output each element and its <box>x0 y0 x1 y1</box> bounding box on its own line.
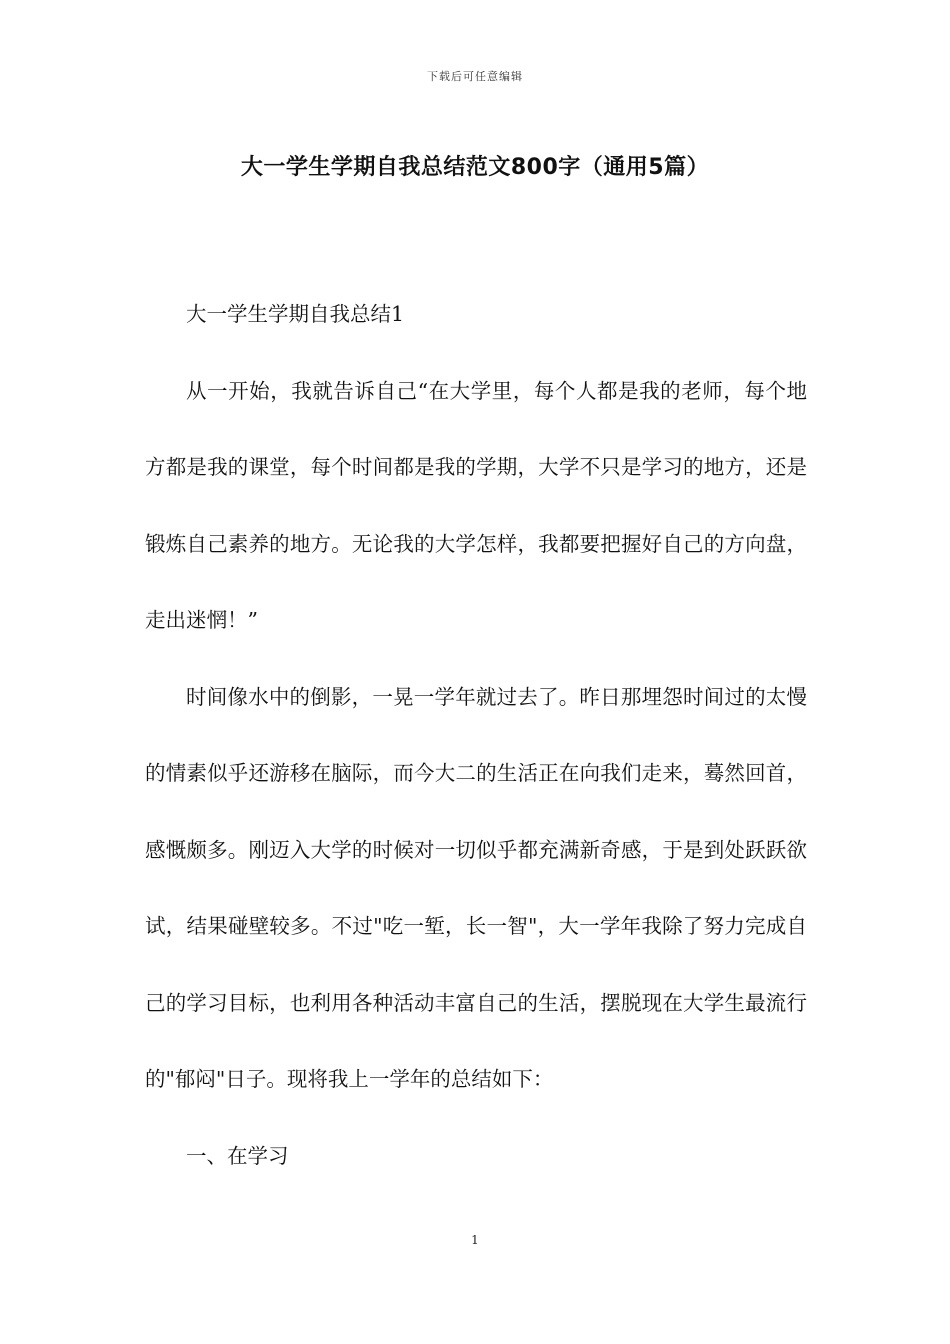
page-number: 1 <box>471 1233 479 1247</box>
document-body <box>145 276 807 1194</box>
header-note: 下载后可任意编辑 <box>427 70 523 83</box>
section-heading: 大一学生学期自我总结1 <box>186 302 405 326</box>
document-title: 大一学生学期自我总结范文800字（通用5篇） <box>240 155 710 180</box>
paragraph: 从一开始，我就告诉自己“在大学里，每个人都是我的老师，每个地方都是我的课堂，每个时间都是我的学期，大学不只是学习的地方，还是锻炼自己素养的地方。无论我的大学怎样，我都要把握好自己的方向盘，走出迷惘！” <box>145 378 807 632</box>
subheading: 一、在学习 <box>186 1143 289 1168</box>
paragraph: 时间像水中的倒影，一晃一学年就过去了。昨日那埋怨时间过的太慢的情素似乎还游移在脑际，而今大二的生活正在向我们走来，蓦然回首，感慨颇多。刚迈入大学的时候对一切似乎都充满新奇感，于是到处跃跃欲试，结果碰壁较多。不过"吃一堑，长一智"，大一学年我除了努力完成自己的学习目标，也利用各种活动丰富自己的生活，摆脱现在大学生最流行的"郁闷"日子。现将我上一学年的总结如下： <box>145 684 807 1091</box>
